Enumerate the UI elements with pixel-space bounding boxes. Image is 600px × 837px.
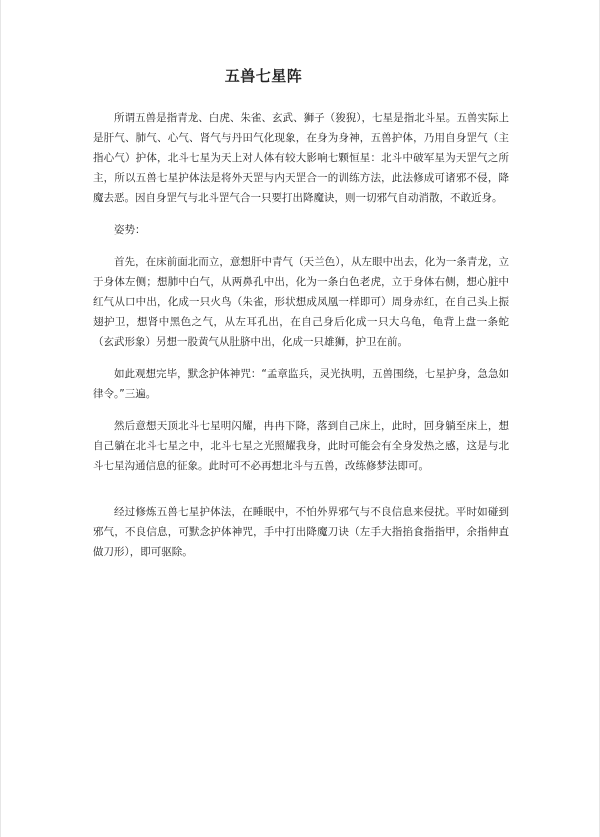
paragraph-seven-stars: 然后意想天顶北斗七星明闪耀，冉冉下降，落到自己床上，此时，回身躺至床上，想自己躺在北斗七星之中，北斗七星之光照耀我身，此时可能会有全身发热之感，这是与北斗七星沟通信息的征象。此时可不必再想北斗与五兽，改练修梦法即可。 <box>93 420 509 472</box>
document-title: 五兽七星阵 <box>224 67 303 85</box>
document-body <box>93 108 509 574</box>
paragraph-posture-heading: 姿势： <box>114 224 146 236</box>
paragraph-mantra: 如此观想完毕，默念护体神咒：“孟章监兵，灵光执明，五兽围绕，七星护身，急急如律令。”三遍。 <box>93 368 509 400</box>
paragraph-intro: 所谓五兽是指青龙、白虎、朱雀、玄武、狮子（狻猊），七星是指北斗星。五兽实际上是肝气、肺气、心气、肾气与丹田气化现象，在身为身神，五兽护体，乃用自身罡气（主指心气）护体，北斗七星为天上对人体有较大影响七颗恒星：北斗中破军星为天罡气之所主，所以五兽七星护体法是将外天罡与内天罡合一的训练方法，此法修成可诸邪不侵，降魔去恶。因自身罡气与北斗罡气合一只要打出降魔诀，则一切邪气自动消散，不敢近身。 <box>93 112 509 204</box>
paragraph-benefits: 经过修炼五兽七星护体法，在睡眠中，不怕外界邪气与不良信息来侵扰。平时如碰到邪气，不良信息，可默念护体神咒，手中打出降魔刀诀（左手大指掐食指指甲，余指伸直做刀形），即可驱除。 <box>93 506 509 558</box>
paragraph-visualization: 首先，在床前面北而立，意想肝中青气（天兰色），从左眼中出去，化为一条青龙，立于身体左侧；想肺中白气，从两鼻孔中出，化为一条白色老虎，立于身体右侧，想心脏中红气从口中出，化成一只火鸟（朱雀，形状想成凤凰一样即可）周身赤红，在自己头上振翅护卫，想肾中黑色之气，从左耳孔出，在自己身后化成一只大乌龟，龟背上盘一条蛇（玄武形象）另想一股黄气从肚脐中出，化成一只雄狮，护卫在前。 <box>93 256 509 348</box>
